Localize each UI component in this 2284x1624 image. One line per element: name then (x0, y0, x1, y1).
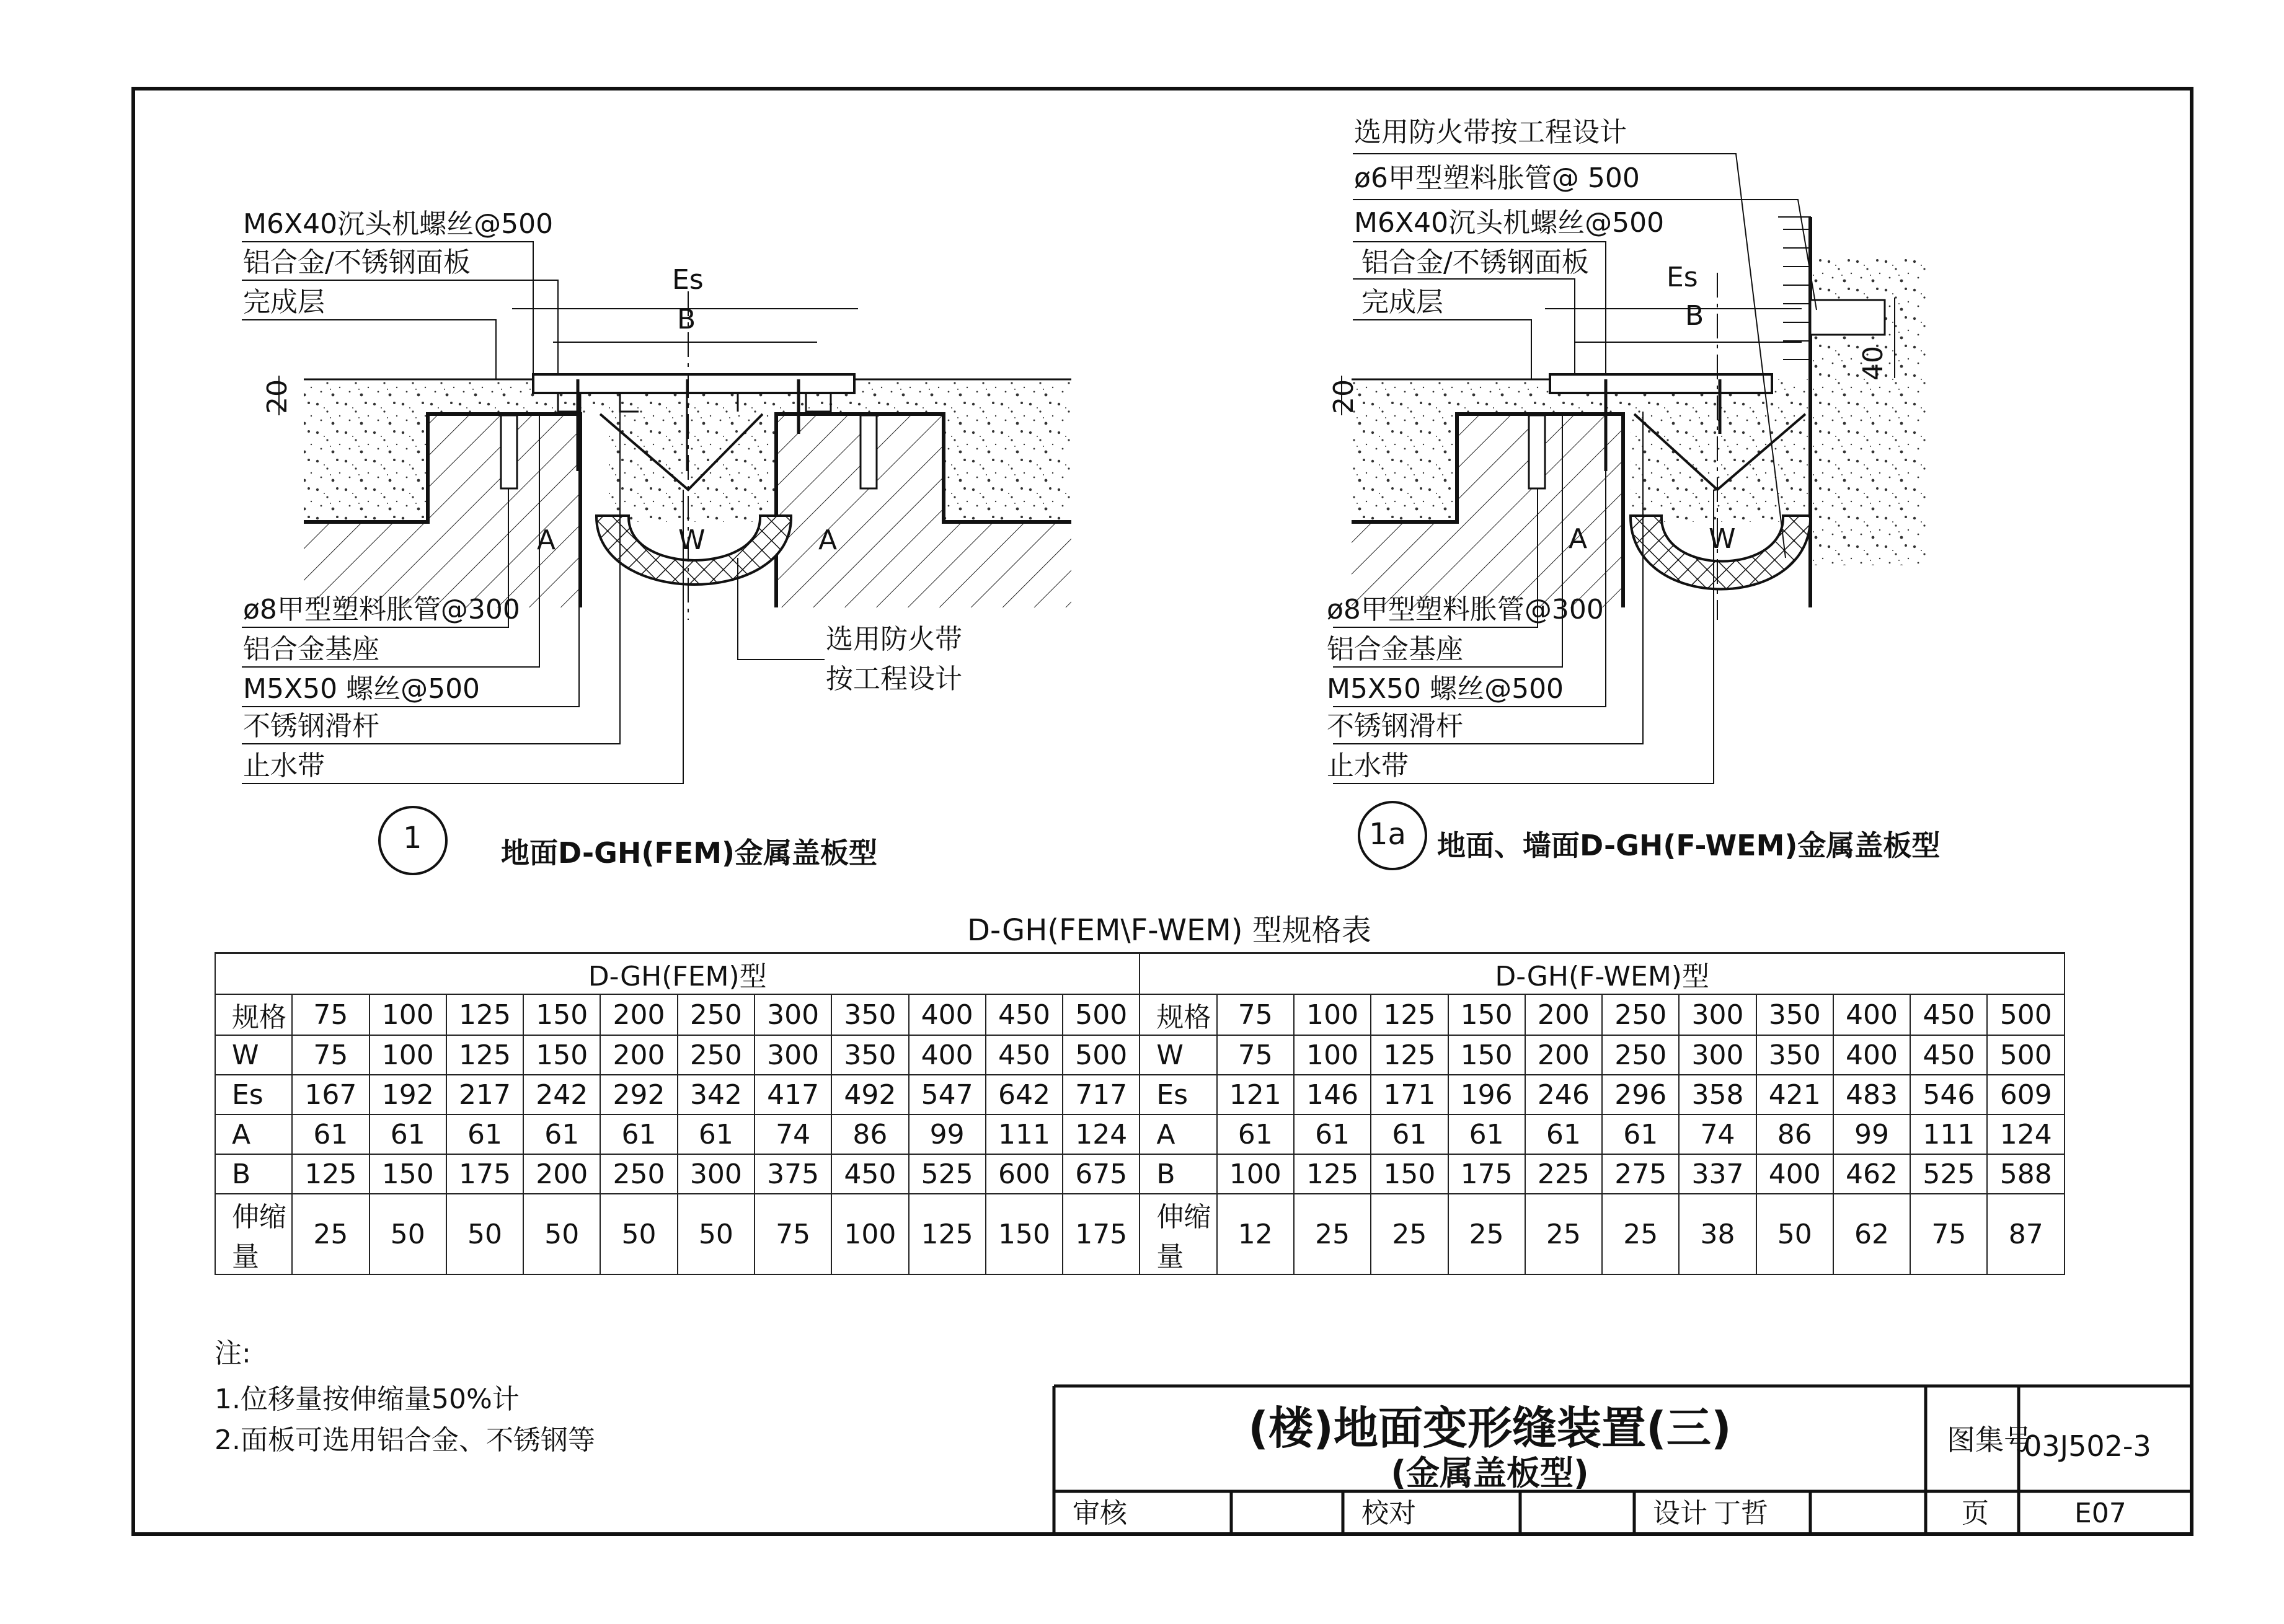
spec-cell: 61 (1602, 1114, 1679, 1154)
spec-cell: 250 (1602, 994, 1679, 1035)
spec-row-header: Es (215, 1075, 292, 1114)
spec-cell: 500 (1063, 994, 1140, 1035)
spec-cell: 25 (292, 1194, 369, 1274)
spec-cell: 500 (1063, 1035, 1140, 1075)
spec-cell: 75 (1910, 1194, 1987, 1274)
spec-cell: 61 (600, 1114, 677, 1154)
detail-1-number: 1 (403, 821, 422, 855)
spec-cell: 175 (1448, 1154, 1525, 1194)
spec-row (215, 1114, 2065, 1154)
spec-cell: 100 (370, 1035, 446, 1075)
spec-cell: 300 (1679, 1035, 1756, 1075)
spec-cell: 200 (1525, 994, 1602, 1035)
label-slide-rod: 不锈钢滑杆 (1327, 710, 1463, 742)
spec-row-header: W (215, 1035, 292, 1075)
detail-1a-number: 1a (1369, 817, 1406, 852)
spec-cell: 75 (755, 1194, 831, 1274)
label-slide-rod: 不锈钢滑杆 (243, 710, 379, 742)
spec-cell: 400 (1833, 994, 1910, 1035)
spec-cell: 61 (446, 1114, 523, 1154)
spec-cell: 525 (1910, 1154, 1987, 1194)
spec-row (215, 994, 2065, 1035)
dim-h: 20 (1328, 379, 1360, 414)
label-m5-screw: M5X50 螺丝@500 (1327, 673, 1564, 705)
spec-cell: 588 (1987, 1154, 2065, 1194)
spec-cell: 200 (600, 1035, 677, 1075)
spec-cell: 450 (986, 1035, 1063, 1075)
spec-cell: 25 (1371, 1194, 1448, 1274)
spec-cell: 642 (986, 1075, 1063, 1114)
spec-row-header: B (1140, 1154, 1216, 1194)
label-m6-screw: M6X40沉头机螺丝@500 (243, 208, 554, 240)
spec-cell: 547 (909, 1075, 986, 1114)
spec-cell: 61 (1525, 1114, 1602, 1154)
spec-cell: 500 (1987, 1035, 2065, 1075)
spec-row (215, 1035, 2065, 1075)
label-anchor: ø8甲型塑料胀管@300 (1327, 594, 1604, 625)
spec-cell: 50 (1756, 1194, 1833, 1274)
detail-1-drawing (279, 291, 1071, 620)
spec-cell: 111 (1910, 1114, 1987, 1154)
spec-cell: 150 (523, 1035, 600, 1075)
label-anchor: ø8甲型塑料胀管@300 (243, 594, 520, 625)
spec-cell: 124 (1987, 1114, 2065, 1154)
spec-cell: 609 (1987, 1075, 2065, 1114)
spec-cell: 675 (1063, 1154, 1140, 1194)
label-finish-layer: 完成层 (1361, 286, 1443, 318)
review-label: 审核 (1073, 1498, 1127, 1529)
spec-cell: 192 (370, 1075, 446, 1114)
spec-cell: 342 (678, 1075, 755, 1114)
spec-row-header: Es (1140, 1075, 1216, 1114)
spec-cell: 171 (1371, 1075, 1448, 1114)
spec-cell: 500 (1987, 994, 2065, 1035)
spec-cell: 275 (1602, 1154, 1679, 1194)
spec-cell: 462 (1833, 1154, 1910, 1194)
spec-row-header: A (1140, 1114, 1216, 1154)
spec-cell: 61 (1371, 1114, 1448, 1154)
label-panel: 铝合金/不锈钢面板 (243, 247, 471, 278)
detail-1-title: 地面D-GH(FEM)金属盖板型 (501, 836, 878, 870)
spec-cell: 350 (1756, 994, 1833, 1035)
spec-row-header: B (215, 1154, 292, 1194)
spec-row-header: 规格 (215, 994, 292, 1035)
spec-cell: 450 (986, 994, 1063, 1035)
spec-row-header: A (215, 1114, 292, 1154)
spec-cell: 100 (1217, 1154, 1294, 1194)
spec-cell: 175 (1063, 1194, 1140, 1274)
spec-row (215, 1154, 2065, 1194)
dim-w: W (1709, 523, 1736, 555)
spec-cell: 450 (1910, 1035, 1987, 1075)
label-panel: 铝合金/不锈钢面板 (1361, 247, 1589, 278)
spec-cell: 200 (600, 994, 677, 1035)
spec-row-header: 规格 (1140, 994, 1216, 1035)
label-waterstop: 止水带 (1327, 750, 1409, 782)
spec-cell: 125 (446, 994, 523, 1035)
spec-cell: 99 (1833, 1114, 1910, 1154)
spec-cell: 62 (1833, 1194, 1910, 1274)
spec-cell: 175 (446, 1154, 523, 1194)
spec-row (215, 1194, 2065, 1274)
designer-name: 丁哲 (1714, 1498, 1768, 1529)
spec-cell: 50 (523, 1194, 600, 1274)
spec-cell: 246 (1525, 1075, 1602, 1114)
spec-cell: 50 (600, 1194, 677, 1274)
spec-cell: 200 (523, 1154, 600, 1194)
label-base: 铝合金基座 (1327, 633, 1463, 665)
spec-cell: 150 (1448, 994, 1525, 1035)
dim-es: Es (672, 264, 704, 296)
design-label: 设计 (1653, 1498, 1707, 1529)
spec-cell: 350 (831, 994, 908, 1035)
spec-row-header: 伸缩量 (215, 1194, 292, 1274)
dim-es: Es (1667, 262, 1698, 293)
spec-cell: 12 (1217, 1194, 1294, 1274)
spec-group-row (215, 953, 2065, 995)
spec-cell: 146 (1294, 1075, 1371, 1114)
spec-cell: 375 (755, 1154, 831, 1194)
spec-cell: 61 (1294, 1114, 1371, 1154)
spec-cell: 125 (292, 1154, 369, 1194)
spec-cell: 75 (292, 994, 369, 1035)
spec-cell: 100 (831, 1194, 908, 1274)
notes-heading: 注: (215, 1338, 251, 1369)
spec-cell: 217 (446, 1075, 523, 1114)
spec-cell: 50 (446, 1194, 523, 1274)
dim-w: W (678, 524, 706, 556)
spec-cell: 337 (1679, 1154, 1756, 1194)
label-fire-band: 选用防火带按工程设计 (1354, 117, 1627, 148)
spec-cell: 25 (1525, 1194, 1602, 1274)
spec-cell: 125 (909, 1194, 986, 1274)
spec-cell: 61 (678, 1114, 755, 1154)
spec-cell: 525 (909, 1154, 986, 1194)
spec-cell: 50 (370, 1194, 446, 1274)
spec-cell: 717 (1063, 1075, 1140, 1114)
spec-cell: 86 (831, 1114, 908, 1154)
spec-cell: 124 (1063, 1114, 1140, 1154)
spec-cell: 100 (370, 994, 446, 1035)
group-fem: D-GH(FEM)型 (215, 953, 1140, 995)
spec-cell: 292 (600, 1075, 677, 1114)
spec-cell: 358 (1679, 1075, 1756, 1114)
spec-cell: 150 (523, 994, 600, 1035)
page-label: 页 (1962, 1498, 1989, 1529)
spec-cell: 483 (1833, 1075, 1910, 1114)
spec-cell: 25 (1602, 1194, 1679, 1274)
spec-cell: 150 (370, 1154, 446, 1194)
sheet-subtitle: (金属盖板型) (1391, 1454, 1589, 1493)
spec-cell: 250 (678, 1035, 755, 1075)
spec-cell: 61 (1448, 1114, 1525, 1154)
page-number: E07 (2074, 1498, 2127, 1529)
spec-cell: 300 (1679, 994, 1756, 1035)
spec-cell: 150 (1371, 1154, 1448, 1194)
spec-table-title: D-GH(FEM\F-WEM) 型规格表 (967, 913, 1371, 948)
sheet-title: (楼)地面变形缝装置(三) (1248, 1402, 1732, 1454)
spec-cell: 417 (755, 1075, 831, 1114)
label-base: 铝合金基座 (243, 633, 379, 665)
spec-cell: 450 (831, 1154, 908, 1194)
label-finish-layer: 完成层 (243, 286, 325, 318)
spec-cell: 296 (1602, 1075, 1679, 1114)
spec-cell: 400 (909, 1035, 986, 1075)
spec-cell: 100 (1294, 994, 1371, 1035)
spec-cell: 546 (1910, 1075, 1987, 1114)
note-2: 2.面板可选用铝合金、不锈钢等 (215, 1424, 595, 1456)
spec-cell: 167 (292, 1075, 369, 1114)
spec-cell: 350 (1756, 1035, 1833, 1075)
spec-cell: 121 (1217, 1075, 1294, 1114)
spec-cell: 61 (370, 1114, 446, 1154)
spec-cell: 74 (755, 1114, 831, 1154)
spec-cell: 61 (292, 1114, 369, 1154)
spec-cell: 125 (1371, 1035, 1448, 1075)
spec-cell: 150 (1448, 1035, 1525, 1075)
detail-1a-title: 地面、墙面D-GH(F-WEM)金属盖板型 (1437, 829, 1941, 862)
atlas-number: 03J502-3 (2024, 1429, 2151, 1463)
spec-cell: 74 (1679, 1114, 1756, 1154)
spec-cell: 400 (1833, 1035, 1910, 1075)
spec-cell: 25 (1294, 1194, 1371, 1274)
spec-cell: 125 (446, 1035, 523, 1075)
label-m6-screw: M6X40沉头机螺丝@500 (1354, 207, 1665, 239)
spec-cell: 25 (1448, 1194, 1525, 1274)
spec-row-header: 伸缩量 (1140, 1194, 1216, 1274)
spec-cell: 450 (1910, 994, 1987, 1035)
spec-cell: 87 (1987, 1194, 2065, 1274)
spec-cell: 86 (1756, 1114, 1833, 1154)
label-fire-band-2: 按工程设计 (826, 663, 962, 695)
label-fire-band-1: 选用防火带 (826, 624, 962, 655)
spec-cell: 75 (1217, 1035, 1294, 1075)
note-1: 1.位移量按伸缩量50%计 (215, 1383, 520, 1415)
spec-cell: 125 (1294, 1154, 1371, 1194)
dim-a: A (1569, 523, 1588, 555)
spec-cell: 250 (1602, 1035, 1679, 1075)
dim-wall: 40 (1857, 346, 1889, 381)
spec-cell: 600 (986, 1154, 1063, 1194)
spec-cell: 50 (678, 1194, 755, 1274)
spec-cell: 300 (755, 1035, 831, 1075)
spec-cell: 421 (1756, 1075, 1833, 1114)
spec-cell: 242 (523, 1075, 600, 1114)
spec-cell: 75 (292, 1035, 369, 1075)
spec-cell: 200 (1525, 1035, 1602, 1075)
spec-cell: 75 (1217, 994, 1294, 1035)
spec-row-header: W (1140, 1035, 1216, 1075)
dim-b: B (1685, 300, 1704, 332)
spec-cell: 400 (909, 994, 986, 1035)
spec-cell: 400 (1756, 1154, 1833, 1194)
atlas-label: 图集号 (1947, 1423, 2032, 1457)
spec-row (215, 1075, 2065, 1114)
spec-cell: 300 (755, 994, 831, 1035)
spec-cell: 61 (523, 1114, 600, 1154)
spec-cell: 250 (678, 994, 755, 1035)
spec-cell: 38 (1679, 1194, 1756, 1274)
dim-h: 20 (262, 379, 293, 414)
label-m5-screw: M5X50 螺丝@500 (243, 673, 480, 705)
spec-cell: 99 (909, 1114, 986, 1154)
spec-cell: 196 (1448, 1075, 1525, 1114)
spec-cell: 100 (1294, 1035, 1371, 1075)
spec-cell: 250 (600, 1154, 677, 1194)
dim-a-left: A (537, 524, 556, 556)
dim-b: B (677, 304, 696, 335)
spec-table (215, 952, 2065, 1275)
spec-cell: 225 (1525, 1154, 1602, 1194)
group-wem: D-GH(F-WEM)型 (1140, 953, 2065, 995)
spec-cell: 111 (986, 1114, 1063, 1154)
spec-cell: 492 (831, 1075, 908, 1114)
spec-cell: 61 (1217, 1114, 1294, 1154)
check-label: 校对 (1361, 1498, 1416, 1529)
spec-cell: 300 (678, 1154, 755, 1194)
spec-cell: 350 (831, 1035, 908, 1075)
dim-a-right: A (818, 524, 838, 556)
label-waterstop: 止水带 (243, 750, 325, 782)
spec-cell: 125 (1371, 994, 1448, 1035)
label-anchor-6: ø6甲型塑料胀管@ 500 (1354, 162, 1640, 194)
spec-cell: 150 (986, 1194, 1063, 1274)
